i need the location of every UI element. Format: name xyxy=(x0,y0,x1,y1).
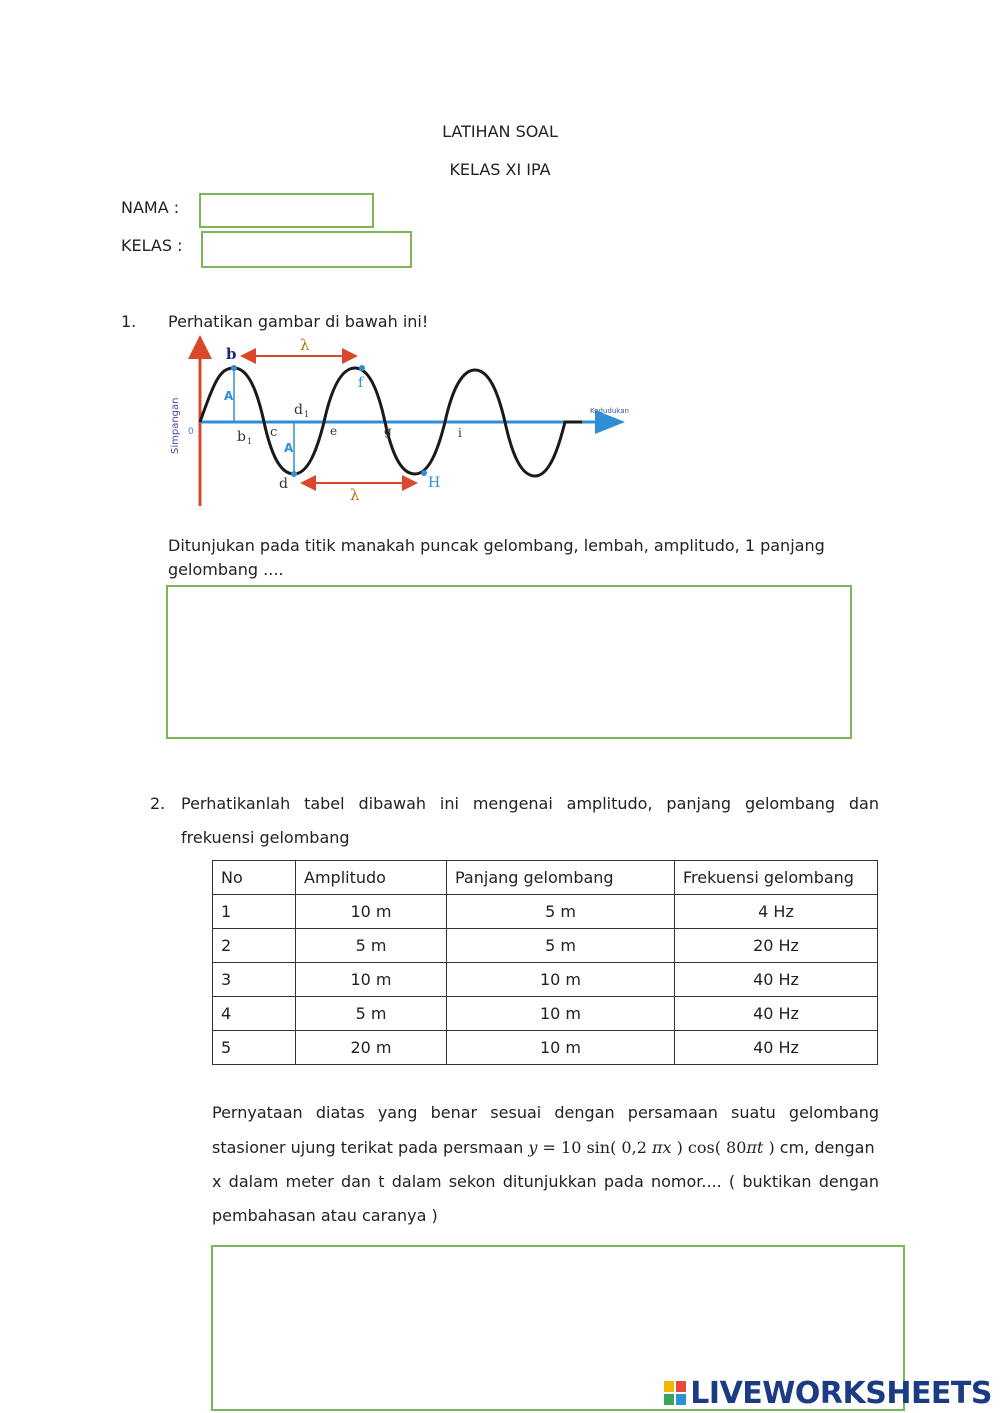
cell-no: 2 xyxy=(213,929,296,963)
label-b: b xyxy=(226,345,237,363)
q1-prompt: Perhatikan gambar di bawah ini! xyxy=(168,312,429,331)
point-b xyxy=(231,365,237,371)
cell-frequency: 40 Hz xyxy=(675,963,878,997)
label-g: g xyxy=(384,424,392,438)
cell-amplitude: 20 m xyxy=(296,1031,447,1065)
table-header-row xyxy=(213,861,878,895)
label-b1: b xyxy=(237,429,246,445)
eq-y: y xyxy=(528,1138,538,1157)
label-b1-sub: 1 xyxy=(247,437,253,446)
cell-frequency: 40 Hz xyxy=(675,1031,878,1065)
statement-line2-pre: stasioner ujung terikat pada persmaan xyxy=(212,1138,524,1157)
cell-amplitude: 10 m xyxy=(296,963,447,997)
label-d1: d xyxy=(294,402,303,418)
table-row xyxy=(213,929,878,963)
eq-part3: ) xyxy=(763,1138,775,1157)
logo-text: LIVEWORKSHEETS xyxy=(690,1376,992,1411)
eq-part1: = 10 sin( 0,2 xyxy=(537,1138,652,1157)
q2-prompt-line1: Perhatikanlah tabel dibawah ini mengenai amplitudo, panjang gelombang dan xyxy=(181,794,879,813)
label-amp-2: A xyxy=(284,441,294,455)
point-f xyxy=(359,365,365,371)
cell-frequency: 20 Hz xyxy=(675,929,878,963)
q1-question-line1: Ditunjukan pada titik manakah puncak gelombang, lembah, amplitudo, 1 panjang xyxy=(168,536,825,555)
cell-amplitude: 5 m xyxy=(296,997,447,1031)
cell-frequency: 4 Hz xyxy=(675,895,878,929)
cell-amplitude: 10 m xyxy=(296,895,447,929)
q1-question-line2: gelombang .... xyxy=(168,560,284,579)
wave-equation xyxy=(528,1138,774,1157)
eq-pit: πt xyxy=(746,1138,764,1157)
cell-no: 5 xyxy=(213,1031,296,1065)
q2-statement-line2 xyxy=(212,1131,879,1165)
table-row xyxy=(213,997,878,1031)
label-amp-1: A xyxy=(224,389,234,403)
lambda-label-top: λ xyxy=(300,336,310,354)
q2-number: 2. xyxy=(150,794,166,813)
name-label: NAMA : xyxy=(121,198,180,217)
class-input[interactable] xyxy=(201,231,412,268)
cell-amplitude: 5 m xyxy=(296,929,447,963)
wave-figure xyxy=(160,330,640,510)
label-e: e xyxy=(330,424,338,438)
logo-icon xyxy=(664,1381,686,1405)
label-origin: 0 xyxy=(188,427,194,437)
eq-part2: ) cos( 80 xyxy=(671,1138,747,1157)
table-row xyxy=(213,895,878,929)
wave-table xyxy=(212,860,878,1065)
q1-number: 1. xyxy=(121,312,137,331)
label-d1-sub: 1 xyxy=(304,410,310,419)
cell-frequency: 40 Hz xyxy=(675,997,878,1031)
worksheet-title: LATIHAN SOAL xyxy=(442,122,558,141)
label-d: d xyxy=(279,476,288,492)
cell-no: 4 xyxy=(213,997,296,1031)
cell-wavelength: 10 m xyxy=(447,963,675,997)
q2-statement-line4: pembahasan atau caranya ) xyxy=(212,1206,438,1225)
header-amplitude: Amplitudo xyxy=(296,861,447,895)
label-f: f xyxy=(358,375,364,391)
label-h: H xyxy=(428,475,441,491)
point-h xyxy=(421,470,427,476)
x-axis-label: Kedudukan xyxy=(590,407,629,415)
statement-line2-post: cm, dengan xyxy=(779,1138,875,1157)
table-row xyxy=(213,963,878,997)
point-d xyxy=(291,471,297,477)
q1-answer-box[interactable] xyxy=(166,585,852,739)
y-axis-label: Simpangan xyxy=(170,397,181,454)
name-input[interactable] xyxy=(199,193,374,228)
liveworksheets-logo xyxy=(664,1376,992,1411)
cell-wavelength: 10 m xyxy=(447,1031,675,1065)
cell-no: 1 xyxy=(213,895,296,929)
cell-no: 3 xyxy=(213,963,296,997)
eq-pix: πx xyxy=(651,1138,672,1157)
lambda-label-bottom: λ xyxy=(350,486,360,504)
worksheet-subtitle: KELAS XI IPA xyxy=(449,160,551,179)
q2-prompt-line2: frekuensi gelombang xyxy=(181,828,350,847)
label-c: c xyxy=(270,425,278,440)
q2-statement-line1: Pernyataan diatas yang benar sesuai dengan persamaan suatu gelombang xyxy=(212,1103,879,1122)
header-no: No xyxy=(213,861,296,895)
header-wavelength: Panjang gelombang xyxy=(447,861,675,895)
cell-wavelength: 5 m xyxy=(447,929,675,963)
q2-statement-line3: x dalam meter dan t dalam sekon ditunjukkan pada nomor.... ( buktikan dengan xyxy=(212,1172,879,1191)
table-row xyxy=(213,1031,878,1065)
label-i: i xyxy=(458,426,462,440)
class-label: KELAS : xyxy=(121,236,183,255)
header-frequency: Frekuensi gelombang xyxy=(675,861,878,895)
cell-wavelength: 10 m xyxy=(447,997,675,1031)
cell-wavelength: 5 m xyxy=(447,895,675,929)
